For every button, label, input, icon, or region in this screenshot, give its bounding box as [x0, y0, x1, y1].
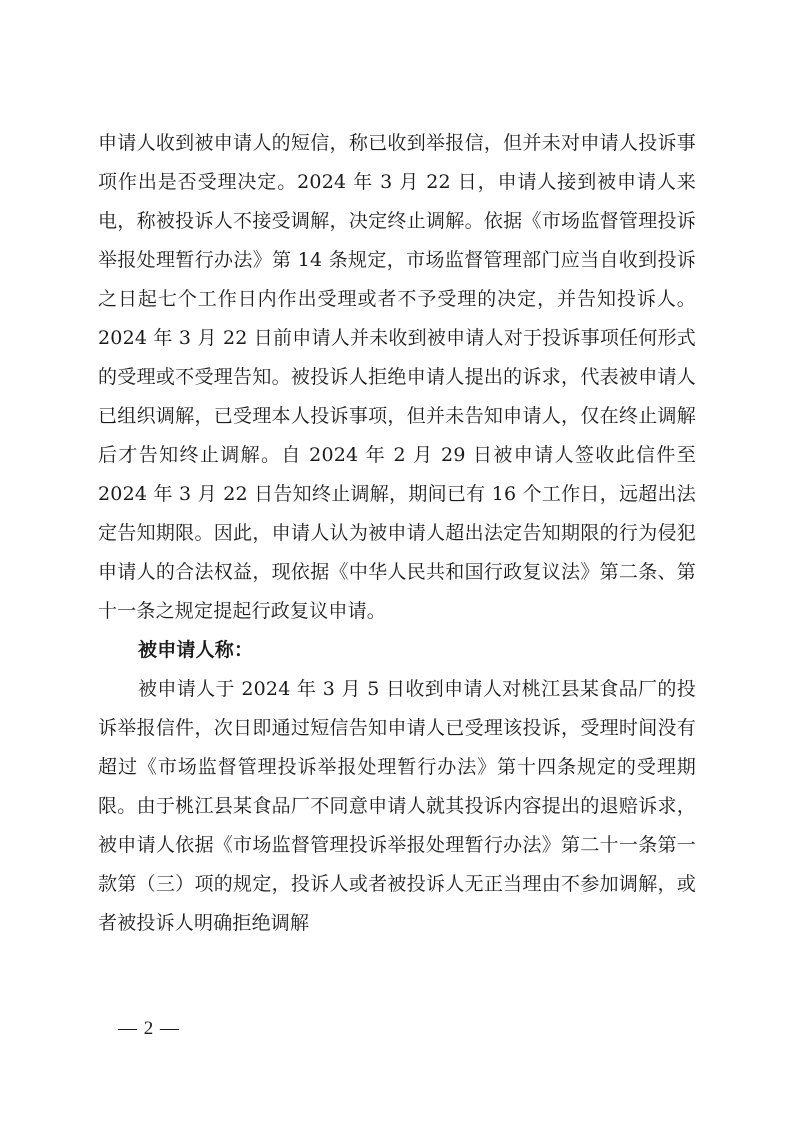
page-number: — 2 —	[118, 1018, 180, 1039]
paragraph-respondent-statement: 被申请人于 2024 年 3 月 5 日收到申请人对桃江县某食品厂的投诉举报信件，次日即通过短信告知申请人已受理该投诉，受理时间没有超过《市场监督管理投诉举报处理暂行办法》第十四条规定的受理期限。由于桃江县某食品厂不同意申请人就其投诉内容提出的退赔诉求，被申请人依据《市场监督管理投诉举报处理暂行办法》第二十一条第一款第（三）项的规定，投诉人或者被投诉人无正当理由不参加调解，或者被投诉人明确拒绝调解	[98, 678, 696, 934]
paragraph-applicant-statement: 申请人收到被申请人的短信，称已收到举报信，但并未对申请人投诉事项作出是否受理决定。2024 年 3 月 22 日，申请人接到被申请人来电，称被投诉人不接受调解，决定终止调解。依据《市场监督管理投诉举报处理暂行办法》第 14 条规定，市场监督管理部门应当自收到投诉之日起七个工作日内作出受理或者不予受理的决定，并告知投诉人。2024 年 3 月 22 日前申请人并未收到被申请人对于投诉事项任何形式的受理或不受理告知。被投诉人拒绝申请人提出的诉求，代表被申请人已组织调解，已受理本人投诉事项，但并未告知申请人，仅在终止调解后才告知终止调解。自 2024 年 2 月 29 日被申请人签收此信件至 2024 年 3 月 22 日告知终止调解，期间已有 16 个工作日，远超出法定告知期限。因此，申请人认为被申请人超出法定告知期限的行为侵犯申请人的合法权益，现依据《中华人民共和国行政复议法》第二条、第十一条之规定提起行政复议申请。	[98, 132, 696, 622]
section-heading-respondent-statement: 被申请人称：	[138, 639, 254, 661]
body-text	[98, 124, 696, 943]
